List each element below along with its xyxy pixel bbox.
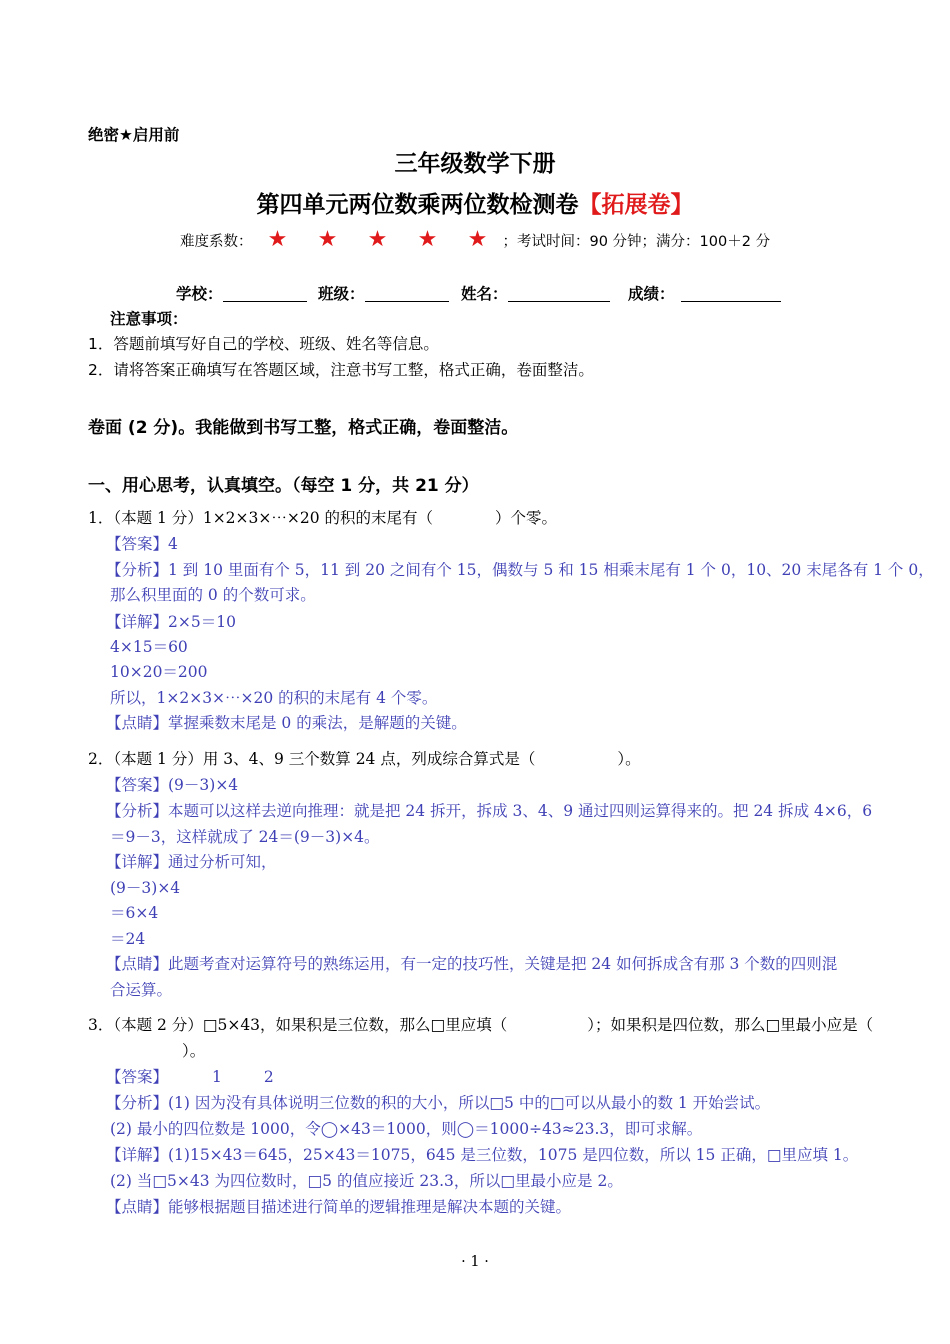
q1-detail-line: 所以，1×2×3×⋯×20 的积的末尾有 4 个零。 bbox=[110, 689, 438, 707]
q2-tip: 【点睛】此题考查对运算符号的熟练运用，有一定的技巧性，关键是把 24 如何拆成含有那 3 个数的四则混 bbox=[106, 955, 838, 973]
class-field bbox=[318, 282, 449, 304]
secret-label: 绝密★启用前 bbox=[88, 126, 180, 144]
neatness-line: 卷面 (2 分)。我能做到书写工整，格式正确，卷面整洁。 bbox=[88, 418, 519, 438]
q3-analysis: 【分析】(1) 因为没有具体说明三位数的积的大小，所以□5 中的□可以从最小的数 1 开始尝试。 bbox=[106, 1094, 771, 1112]
school-field bbox=[176, 282, 307, 304]
q1-analysis: 【分析】1 到 10 里面有个 5，11 到 20 之间有个 15，偶数与 5 和 15 相乘末尾有 1 个 0，10、20 末尾各有 1 个 0， bbox=[106, 561, 934, 579]
note-item: 2．请将答案正确填写在答题区域，注意书写工整，格式正确，卷面整洁。 bbox=[88, 361, 594, 379]
score-field bbox=[628, 282, 781, 304]
difficulty-line bbox=[180, 229, 770, 253]
q2-detail-line: ＝24 bbox=[110, 930, 146, 948]
q1-tip: 【点睛】掌握乘数末尾是 0 的乘法，是解题的关键。 bbox=[106, 714, 467, 732]
q1-detail: 【详解】2×5＝10 bbox=[106, 613, 236, 631]
q2-analysis-cont: ＝9－3，这样就成了 24＝(9－3)×4。 bbox=[110, 828, 380, 846]
section-heading: 一、用心思考，认真填空。（每空 1 分，共 21 分） bbox=[88, 476, 479, 496]
q2-detail-line: ＝6×4 bbox=[110, 904, 159, 922]
star-icon: ★ bbox=[467, 227, 488, 252]
page-number: · 1 · bbox=[461, 1254, 489, 1270]
difficulty-label: 难度系数： bbox=[180, 234, 253, 250]
exam-info: ；考试时间：90 分钟；满分：100＋2 分 bbox=[502, 234, 771, 250]
question-1-stem: 1．（本题 1 分）1×2×3×⋯×20 的积的末尾有（ ）个零。 bbox=[88, 509, 558, 527]
q3-tip: 【点睛】能够根据题目描述进行简单的逻辑推理是解决本题的关键。 bbox=[106, 1198, 572, 1216]
score-label: 成绩： bbox=[628, 285, 675, 303]
name-blank[interactable] bbox=[508, 285, 610, 302]
q3-detail: 【详解】(1)15×43＝645，25×43＝1075，645 是三位数，1075 是四位数，所以 15 正确，□里应填 1。 bbox=[106, 1146, 859, 1164]
q2-detail: 【详解】通过分析可知， bbox=[106, 853, 277, 871]
name-label: 姓名： bbox=[461, 285, 508, 303]
subtitle-main: 第四单元两位数乘两位数检测卷 bbox=[256, 192, 579, 218]
star-icon: ★ bbox=[417, 227, 438, 252]
question-3-stem-cont: ）。 bbox=[182, 1042, 206, 1060]
q3-detail-cont: (2) 当□5×43 为四位数时，□5 的值应接近 23.3，所以□里最小应是 2。 bbox=[110, 1172, 623, 1190]
question-3-stem: 3．（本题 2 分）□5×43，如果积是三位数，那么□里应填（ ）；如果积是四位数，那么□里最小应是（ bbox=[88, 1016, 874, 1034]
note-item: 1．答题前填写好自己的学校、班级、姓名等信息。 bbox=[88, 335, 439, 353]
question-2-stem: 2．（本题 1 分）用 3、4、9 三个数算 24 点，列成综合算式是（ ）。 bbox=[88, 750, 641, 768]
q2-tip-cont: 合运算。 bbox=[110, 981, 173, 999]
name-field bbox=[461, 282, 610, 304]
q1-analysis-cont: 那么积里面的 0 的个数可求。 bbox=[110, 586, 316, 604]
star-icon: ★ bbox=[367, 227, 388, 252]
page-title: 三年级数学下册 bbox=[394, 151, 556, 177]
q2-answer: 【答案】(9－3)×4 bbox=[106, 776, 239, 794]
star-icon: ★ bbox=[317, 227, 338, 252]
class-blank[interactable] bbox=[365, 285, 449, 302]
q2-analysis: 【分析】本题可以这样去逆向推理：就是把 24 拆开，拆成 3、4、9 通过四则运算得来的。把 24 拆成 4×6，6 bbox=[106, 802, 873, 820]
notes-title: 注意事项： bbox=[110, 310, 188, 328]
q2-detail-line: (9－3)×4 bbox=[110, 879, 181, 897]
q3-answer: 【答案】 1 2 bbox=[106, 1068, 274, 1086]
q1-detail-line: 4×15＝60 bbox=[110, 638, 188, 656]
star-icon: ★ bbox=[267, 227, 288, 252]
school-label: 学校： bbox=[176, 285, 223, 303]
q1-answer: 【答案】4 bbox=[106, 535, 178, 553]
subtitle-tag: 【拓展卷】 bbox=[578, 192, 694, 218]
q1-detail-line: 10×20＝200 bbox=[110, 663, 208, 681]
q3-answer-1: 1 bbox=[212, 1068, 222, 1086]
q3-answer-2: 2 bbox=[263, 1068, 274, 1086]
class-label: 班级： bbox=[318, 285, 365, 303]
score-blank[interactable] bbox=[681, 285, 781, 302]
school-blank[interactable] bbox=[223, 285, 307, 302]
q3-analysis-cont: (2) 最小的四位数是 1000，令◯×43＝1000，则◯＝1000÷43≈23.3，即可求解。 bbox=[110, 1120, 703, 1138]
page-subtitle bbox=[0, 186, 950, 219]
